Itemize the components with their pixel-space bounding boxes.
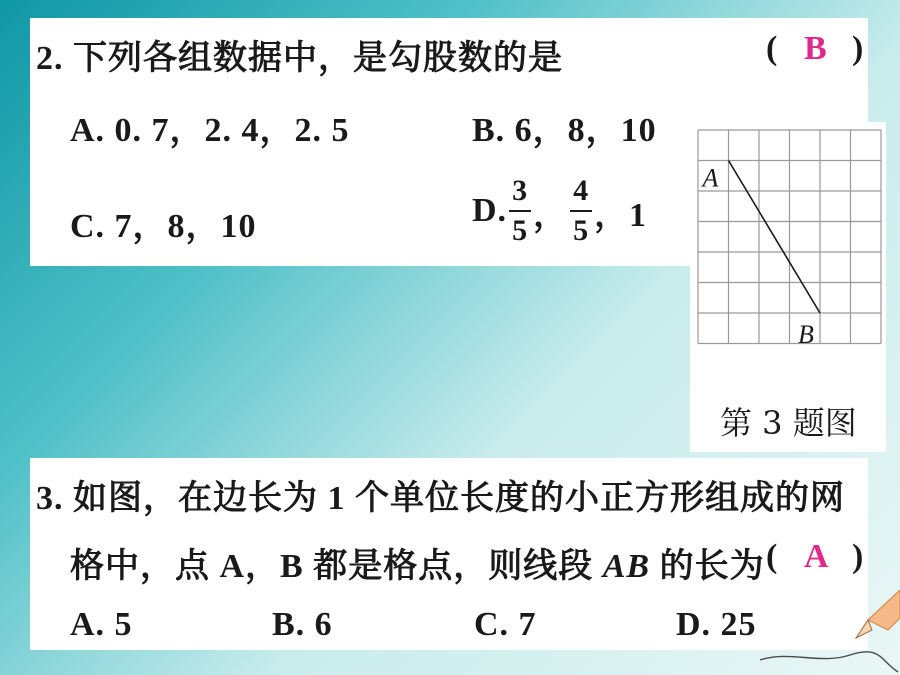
q3-option-b: B. 6 bbox=[272, 606, 333, 643]
q2-option-d bbox=[472, 176, 647, 246]
q3-line-2-pre: 格中，点 A，B 都是格点，则线段 bbox=[70, 548, 594, 585]
q3-line-1: 3. 如图，在边长为 1 个单位长度的小正方形组成的网 bbox=[36, 480, 845, 517]
grid-figure bbox=[697, 127, 883, 372]
q2-stem: 2. 下列各组数据中，是勾股数的是 bbox=[36, 40, 563, 77]
q2-paren-open: ( bbox=[766, 30, 778, 67]
q2-option-c: C. 7，8，10 bbox=[70, 208, 257, 245]
fraction-bar bbox=[570, 210, 592, 212]
q2-option-d-fraction-2 bbox=[570, 176, 592, 246]
q3-line-2 bbox=[70, 538, 765, 587]
pencil-decoration-icon bbox=[760, 560, 900, 675]
q3-paren-close: ) bbox=[852, 538, 864, 575]
point-b-label: B bbox=[798, 320, 814, 349]
q2-option-d-tail: ，1 bbox=[594, 196, 648, 234]
q2-option-d-separator: ， bbox=[533, 196, 569, 234]
fraction-numerator: 3 bbox=[512, 174, 529, 207]
q3-option-c: C. 7 bbox=[474, 606, 537, 643]
q2-paren-close: ) bbox=[852, 30, 864, 67]
q2-option-b: B. 6，8，10 bbox=[472, 112, 657, 149]
q3-option-d: D. 25 bbox=[676, 606, 757, 643]
q2-option-d-prefix: D. bbox=[472, 192, 508, 229]
q3-option-a: A. 5 bbox=[70, 606, 133, 643]
q3-segment-name: AB bbox=[602, 548, 651, 585]
segment-ab bbox=[729, 161, 821, 314]
fraction-bar bbox=[509, 210, 531, 212]
q3-line-2-post: 的长为 bbox=[659, 548, 765, 585]
q2-option-a: A. 0. 7，2. 4，2. 5 bbox=[70, 112, 350, 149]
fraction-denominator: 5 bbox=[512, 214, 529, 247]
figure-caption: 第 3 题图 bbox=[720, 404, 857, 442]
fraction-numerator: 4 bbox=[573, 174, 590, 207]
q2-answer: B bbox=[804, 30, 827, 67]
q3-answer: A bbox=[804, 538, 829, 575]
point-a-label: A bbox=[702, 163, 719, 193]
q2-option-d-fraction-1 bbox=[509, 176, 531, 246]
fraction-denominator: 5 bbox=[573, 214, 590, 247]
grid-lines bbox=[698, 130, 881, 344]
q3-paren-open: ( bbox=[766, 538, 778, 575]
